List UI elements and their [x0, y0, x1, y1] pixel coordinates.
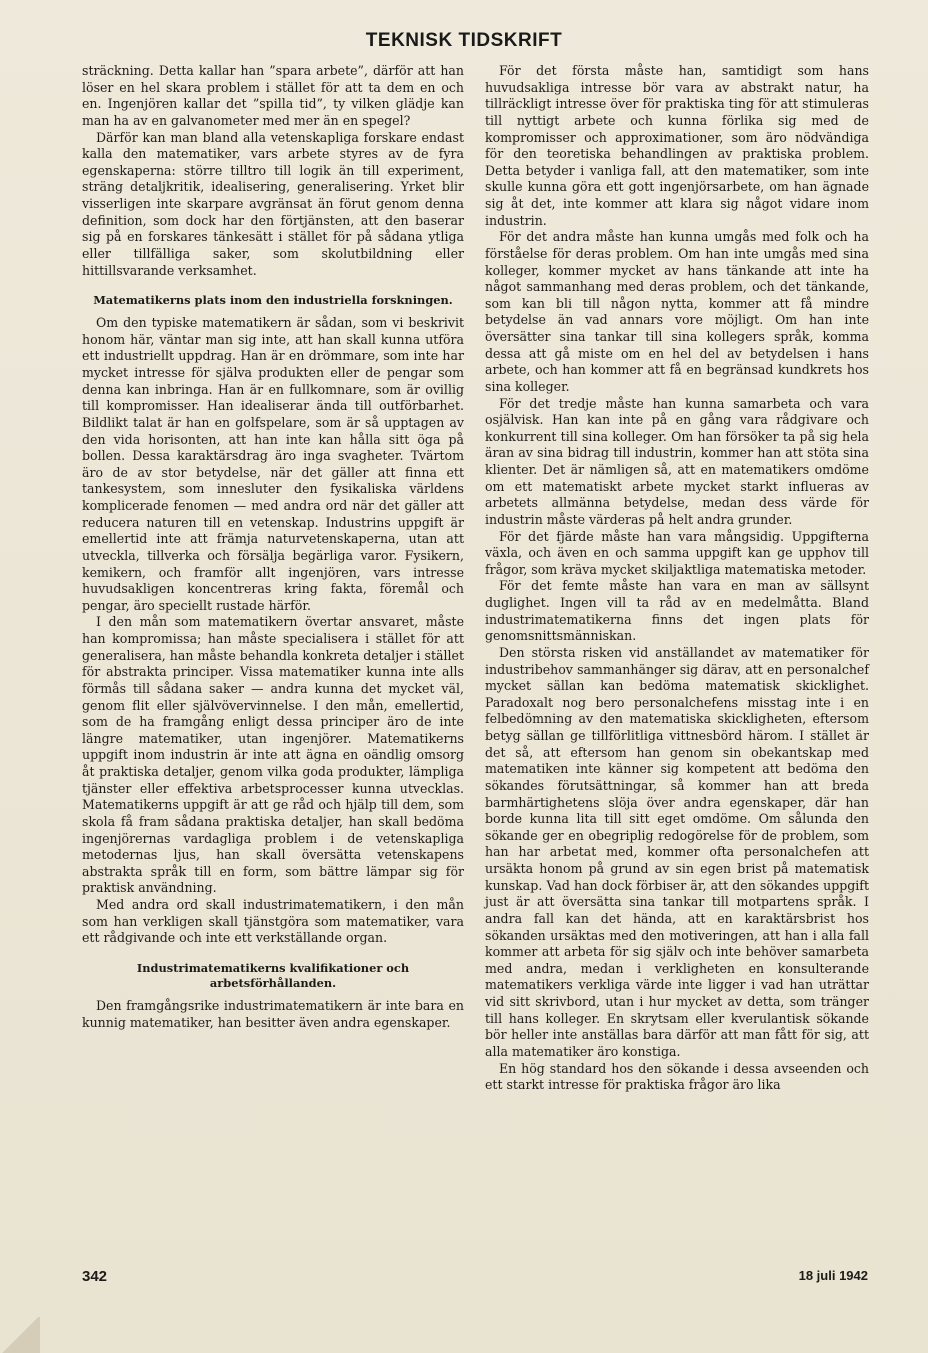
left-column — [82, 63, 464, 1031]
paragraph: För det femte måste han vara en man av sällsynt duglighet. Ingen vill ta råd av en medelmåtta. Bland industrimatematikerna finns det ingen plats för genomsnittsmänniskan. — [485, 578, 869, 644]
paragraph: Om den typiske matematikern är sådan, som vi beskrivit honom här, väntar man sig inte, att han skall kunna utföra ett industriellt uppdrag. Han är en drömmare, som inte har mycket intresse för själva produkten eller de pengar som denna kan inbringa. Han är en fullkomnare, som är ovillig till kompromisser. Han idealiserar ända till outförbarhet. Bildlikt talat är han en golfspelare, som är så upptagen av den vida horisonten, att han inte kan hålla sitt öga på bollen. Dessa karaktärsdrag äro inga svagheter. Tvärtom äro de av stor betydelse, när det gäller att finna ett tankesystem, som innesluter den fysikaliska världens komplicerade fenomen — med andra ord när det gäller att reducera naturen till en vetenskap. Industrins uppgift är emellertid inte att främja naturvetenskaperna, utan att utveckla, tillverka och försälja begärliga varor. Fysikern, kemikern, och framför allt ingenjören, vars intresse huvudsakligen koncentreras kring fakta, föremål och pengar, äro speciellt rustade härför. — [82, 315, 464, 613]
page-number: 342 — [82, 1268, 108, 1285]
paragraph: En hög standard hos den sökande i dessa avseenden och ett starkt intresse för praktiska frågor äro lika — [485, 1060, 869, 1093]
paragraph: För det andra måste han kunna umgås med folk och ha förståelse för deras problem. Om han inte umgås med sina kolleger, kommer mycket av hans tänkande att inte ha något sammanhang med deras problem, och det tänkande, som kan bli till någon nytta, kommer att få mindre betydelse än vad annars vore möjligt. Om han inte översätter sina tankar till sina kollegers språk, komma dessa att gå miste om en hel del av betydelsen i hans arbete, och han kommer att få en begränsad kundkrets hos sina kolleger. — [485, 229, 869, 394]
paragraph: Därför kan man bland alla vetenskapliga forskare endast kalla den matematiker, vars arbete styres av de fyra egenskaperna: större tilltro till logik än till experiment, sträng detaljkritik, idealisering, generalisering. Yrket blir visserligen inte skarpare avgränsat än förut genom denna definition, som dock har den förtjänsten, att den baserar sig på en forskares tänkesätt i stället för på sådana ytliga eller tillfälliga saker, som skolutbildning eller hittillsvarande verksamhet. — [82, 129, 464, 278]
paragraph: För det tredje måste han kunna samarbeta och vara osjälvisk. Han kan inte på en gång vara rådgivare och konkurrent till sina kolleger. Om han försöker ta på sig hela äran av sina bidrag till industrin, kommer han att stöta sina klienter. Det är nämligen så, att en matematikers omdöme om ett matematiskt arbete mycket starkt influeras av arbetets allmänna betydelse, medan dess värde för industrin måste värderas på helt andra grunder. — [485, 395, 869, 527]
paragraph: Den största risken vid anställandet av matematiker för industribehov sammanhänger sig därav, att en personalchef mycket sällan kan bedöma matematisk skicklighet. Paradoxalt nog bero personalchefens misstag inte i en felbedömning av den matematiska skickligheten, eftersom betyg sällan ge tillförlitliga vittnesbörd härom. I stället är det så, att eftersom han genom sin obekantskap med matematiken inte känner sig kompetent att bedöma den sökandes förutsättningar, så kommer han att breda barmhärtighetens slöja över andra egenskaper, där han borde kunna lita till sitt eget omdöme. Om sålunda den sökande ger en obegriplig redogörelse för de problem, som han har arbetat med, kommer ofta personalchefen att ursäkta honom på grund av sin egen brist på matematisk kunskap. Vad han dock förbiser är, att den sökandes uppgift just är att översätta sina tankar till motpartens språk. I andra fall kan det hända, att en karaktärsbrist hos sökanden ursäktas med den motiveringen, att han i alla fall kommer att arbeta för sig själv och inte behöver samarbeta med andra, medan i verkligheten en konsulterande matematikers verkliga värde inte ligger i vad han uträttar vid sitt skrivbord, utan i hur mycket av detta, som tränger till hans kolleger. En skrytsam eller kverulantisk sökande bör heller inte anställas bara därför att man fått för sig, att alla matematiker äro konstiga. — [485, 644, 869, 1059]
right-column — [485, 63, 869, 1094]
section-heading: Industrimatematikerns kvalifikationer och arbetsförhållanden. — [136, 960, 410, 990]
paragraph: För det fjärde måste han vara mångsidig. Uppgifterna växla, och även en och samma uppgift kan ge upphov till frågor, som kräva mycket skiljaktliga matematiska metoder. — [485, 528, 869, 577]
paragraph: Med andra ord skall industrimatematikern, i den mån som han verkligen skall tjänstgöra som matematiker, vara ett rådgivande och inte ett verkställande organ. — [82, 897, 464, 946]
paragraph: I den mån som matematikern övertar ansvaret, måste han kompromissa; han måste specialisera i stället för att generalisera, han måste behandla konkreta detaljer i stället för abstrakta principer. Vissa matematiker kunna inte alls förmås till sådana saker — andra kunna det mycket väl, genom flit eller självövervinnelse. I den mån, emellertid, som de ha framgång enligt dessa principer äro de inte längre matematiker, utan ingenjörer. Matematikerns uppgift inom industrin är inte att ägna en oändlig omsorg åt praktiska detaljer, genom vilka goda produkter, lämpliga tjänster eller effektiva arbetsprocesser kunna utvecklas. Matematikerns uppgift är att ge råd och hjälp till dem, som skola få fram sådana praktiska detaljer, han skall bedöma ingenjörernas vardagliga problem i de vetenskapliga metodernas ljus, han skall översätta vetenskapens abstrakta språk till en form, som bättre lämpar sig för praktisk användning. — [82, 614, 464, 896]
issue-date: 18 juli 1942 — [798, 1268, 868, 1283]
section-heading: Matematikerns plats inom den industriella forskningen. — [93, 293, 453, 308]
paragraph: Den framgångsrike industrimatematikern är inte bara en kunnig matematiker, han besitter även andra egenskaper. — [82, 997, 464, 1030]
journal-title: TEKNISK TIDSKRIFT — [365, 30, 563, 51]
paragraph: För det första måste han, samtidigt som hans huvudsakliga intresse bör vara av abstrakt natur, ha tillräckligt intresse över för praktiska ting för att stimuleras till nyttigt arbete och kunna förlika sig med de kompromisser och approximationer, som äro nödvändiga för den teoretiska behandlingen av praktiska problem. Detta betyder i vanliga fall, att den matematiker, som inte skulle kunna göra ett gott ingenjörsarbete, om han ägnade sig åt det, inte kommer att klara sig något vidare inom industrin. — [485, 63, 869, 228]
paragraph: sträckning. Detta kallar han ”spara arbete”, därför att han löser en hel skara problem i stället för att ta dem en och en. Ingenjören kallar det ”spilla tid”, ty vilken glädje kan man ha av en galvanometer med mer än en spegel? — [82, 63, 464, 128]
page-corner-fold — [0, 1317, 40, 1353]
